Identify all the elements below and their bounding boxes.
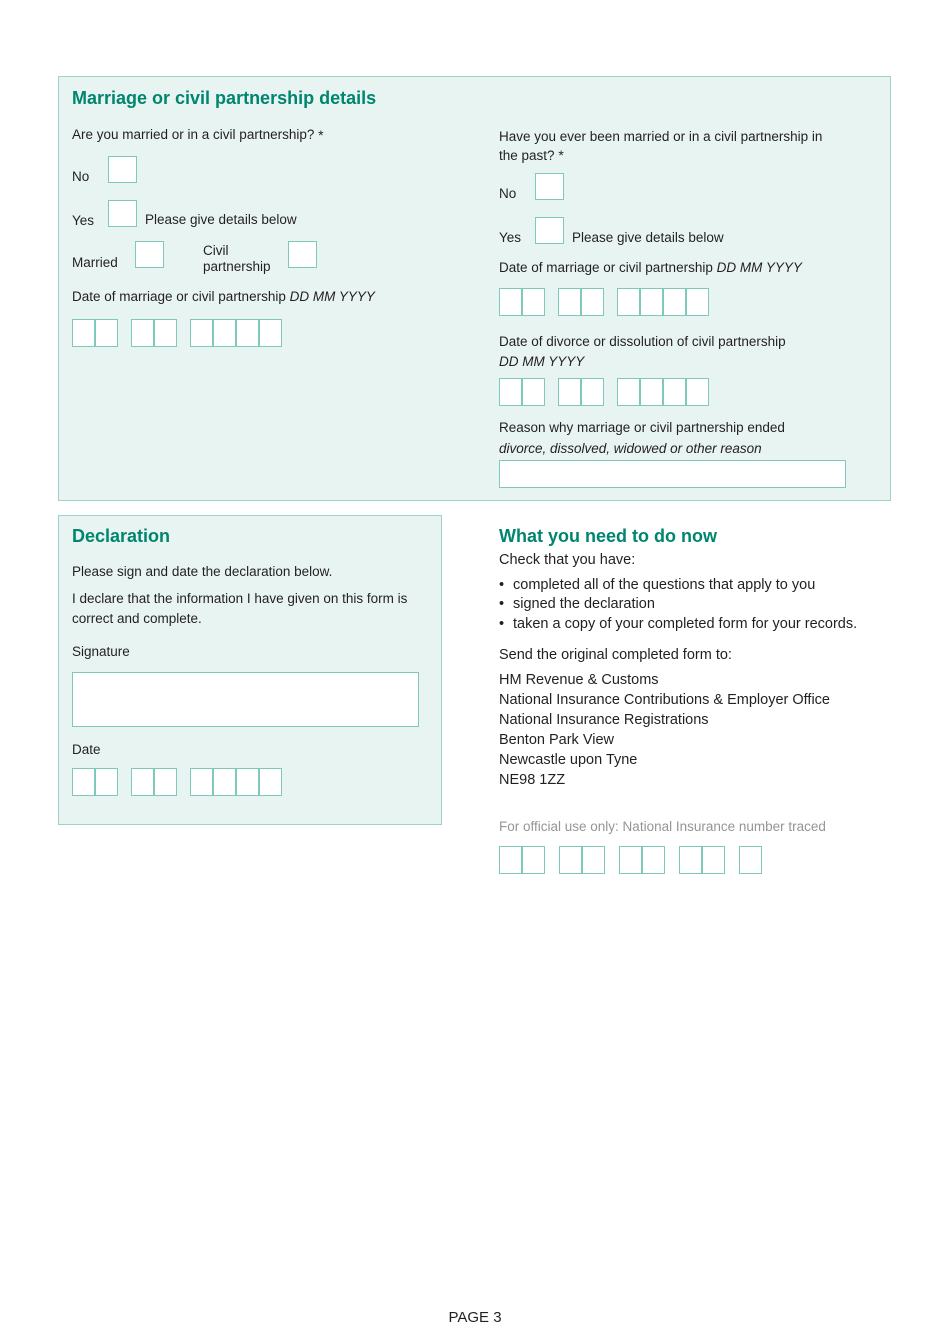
day-digit-2[interactable] [522,378,545,406]
ni-char-4[interactable] [582,846,605,874]
ni-char-8[interactable] [702,846,725,874]
ni-char-7[interactable] [679,846,702,874]
year-digit-4[interactable] [686,288,709,316]
ni-char-6[interactable] [642,846,665,874]
ni-char-5[interactable] [619,846,642,874]
address-line: National Insurance Contributions & Employer Office [499,692,830,708]
address-line: HM Revenue & Customs [499,672,659,688]
divorce-date-label: Date of divorce or dissolution of civil partnership DD MM YYYY [499,334,786,369]
day-digit-1[interactable] [499,378,522,406]
past-yes-label: Yes [499,230,522,245]
official-use-label: For official use only: National Insurance number traced [499,819,826,834]
past-no-checkbox[interactable] [535,173,564,200]
civil-partnership-checkbox[interactable] [288,241,317,268]
married-type-label: Married [72,255,118,270]
past-marriage-question: Have you ever been married or in a civil partnership in the past? * [499,129,823,163]
past-yes-hint: Please give details below [572,230,724,245]
year-digit-2[interactable] [213,319,236,347]
ni-char-1[interactable] [499,846,522,874]
year-digit-4[interactable] [259,319,282,347]
signature-label: Signature [72,644,130,659]
day-digit-1[interactable] [72,768,95,796]
married-yes-label: Yes [72,213,95,228]
year-digit-2[interactable] [213,768,236,796]
bullet-icon: • [499,616,505,632]
month-digit-2[interactable] [154,768,177,796]
day-digit-1[interactable] [72,319,95,347]
year-digit-1[interactable] [617,288,640,316]
civil-partnership-label: Civil partnership [203,243,271,274]
married-yes-checkbox[interactable] [108,200,137,227]
year-digit-2[interactable] [640,378,663,406]
ni-char-2[interactable] [522,846,545,874]
month-digit-1[interactable] [558,288,581,316]
reason-label: Reason why marriage or civil partnership ended [499,420,785,435]
next-steps-title: What you need to do now [499,526,717,546]
ni-char-3[interactable] [559,846,582,874]
married-type-checkbox[interactable] [135,241,164,268]
address-line: Benton Park View [499,732,614,748]
year-digit-3[interactable] [236,768,259,796]
year-digit-3[interactable] [236,319,259,347]
declaration-title: Declaration [72,526,171,546]
declaration-date-label: Date [72,742,101,757]
month-digit-2[interactable] [154,319,177,347]
address-line: NE98 1ZZ [499,772,566,788]
declaration-instruction: Please sign and date the declaration below. [72,564,333,579]
page-number: PAGE 3 [448,1309,502,1326]
month-digit-2[interactable] [581,378,604,406]
ni-char-9[interactable] [739,846,762,874]
day-digit-1[interactable] [499,288,522,316]
next-steps-intro: Check that you have: [499,552,636,568]
day-digit-2[interactable] [95,768,118,796]
address-line: Newcastle upon Tyne [499,752,638,768]
declaration-statement: I declare that the information I have given on this form is correct and complete. [72,591,408,626]
bullet-icon: • [499,596,505,612]
reason-hint: divorce, dissolved, widowed or other reason [499,441,762,456]
year-digit-3[interactable] [663,378,686,406]
married-no-checkbox[interactable] [108,156,137,183]
checklist-item: • taken a copy of your completed form for your records. [499,616,858,632]
checklist-item: • completed all of the questions that apply to you [499,577,816,593]
send-to-label: Send the original completed form to: [499,647,732,663]
marriage-section-title: Marriage or civil partnership details [72,88,377,108]
month-digit-1[interactable] [131,319,154,347]
past-marriage-date-label: Date of marriage or civil partnership DD MM YYYY [499,260,802,275]
month-digit-2[interactable] [581,288,604,316]
reason-input[interactable] [499,460,846,488]
year-digit-4[interactable] [686,378,709,406]
past-yes-checkbox[interactable] [535,217,564,244]
married-no-label: No [72,169,90,184]
married-yes-hint: Please give details below [145,212,297,227]
year-digit-3[interactable] [663,288,686,316]
year-digit-1[interactable] [617,378,640,406]
year-digit-1[interactable] [190,319,213,347]
bullet-icon: • [499,577,505,593]
month-digit-1[interactable] [558,378,581,406]
checklist-item: • signed the declaration [499,596,655,612]
day-digit-2[interactable] [522,288,545,316]
month-digit-1[interactable] [131,768,154,796]
address-line: National Insurance Registrations [499,712,709,728]
signature-field[interactable] [72,672,419,727]
year-digit-2[interactable] [640,288,663,316]
past-no-label: No [499,186,517,201]
marriage-date-label: Date of marriage or civil partnership DD MM YYYY [72,289,375,304]
married-question: Are you married or in a civil partnership? * [72,127,324,143]
year-digit-4[interactable] [259,768,282,796]
year-digit-1[interactable] [190,768,213,796]
day-digit-2[interactable] [95,319,118,347]
